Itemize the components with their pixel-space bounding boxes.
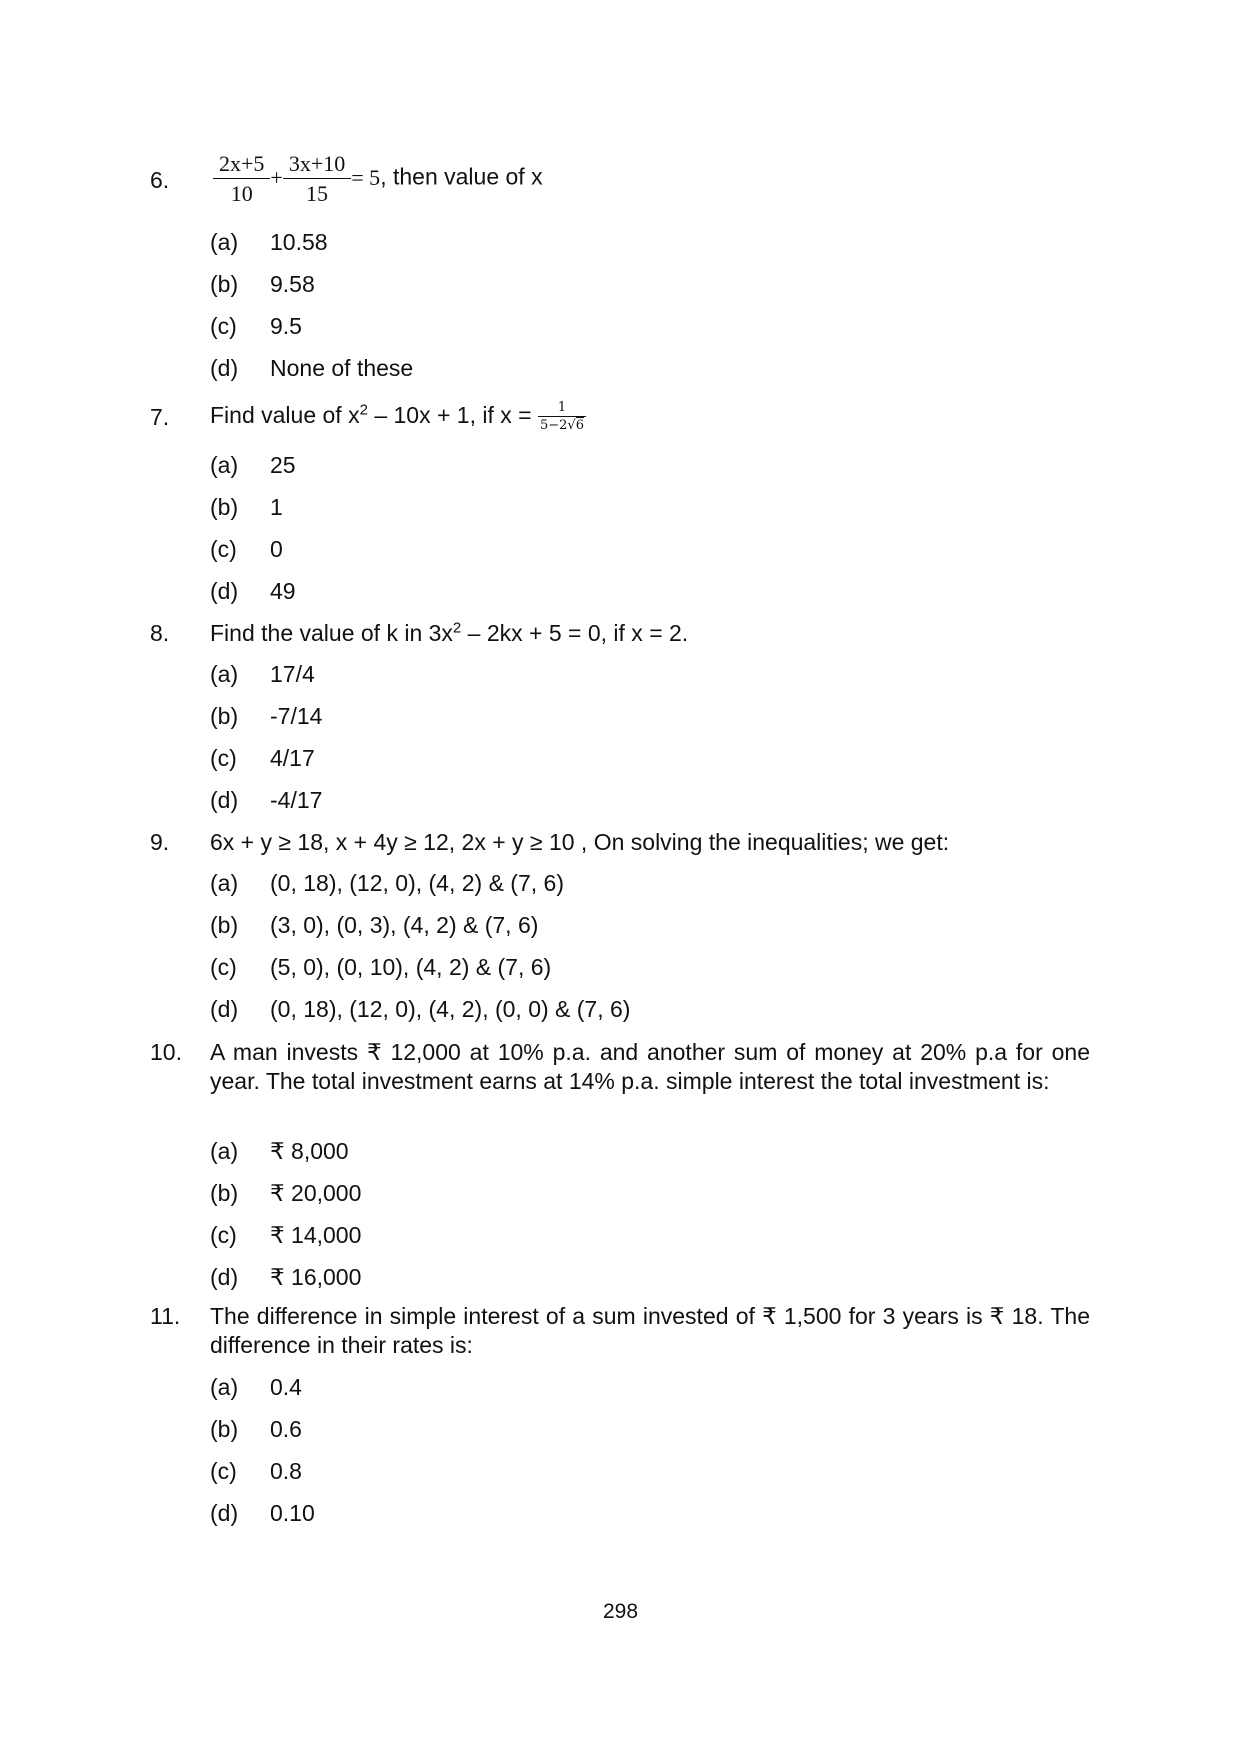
options-8 [210,653,322,821]
question-text: The difference in simple interest of a sum invested of ₹ 1,500 for 3 years is ₹ 18. The difference in their rates is: [210,1303,1090,1358]
question-text: A man invests ₹ 12,000 at 10% p.a. and another sum of money at 20% p.a for one year. The total investment earns at 14% p.a. simple interest the total investment is: [210,1039,1090,1094]
question-number: 6. [150,167,170,193]
option[interactable]: (d) 0.10 [210,1500,315,1526]
question-10 [150,1038,1090,1096]
option[interactable]: (c) ₹ 14,000 [210,1222,362,1248]
option[interactable]: (a) ₹ 8,000 [210,1138,349,1164]
question-9 [150,828,1090,857]
option[interactable]: (b) ₹ 20,000 [210,1180,362,1206]
fraction-1: $\frac{2x+5}{10}$ [213,150,270,209]
option[interactable]: (d) None of these [210,355,414,381]
equation: $\frac{2x+5}{10}$ + $\frac{3x+10}{15}$ = 5 [213,165,380,190]
option[interactable]: (c) 0 [210,536,283,562]
option[interactable]: (b) 1 [210,494,283,520]
question-8 [150,619,1090,648]
option[interactable]: (b) -7/14 [210,703,323,729]
question-number: 9. [150,829,170,855]
page-number: 298 [602,1600,639,1623]
question-text: 6x + y ≥ 18, x + 4y ≥ 12, 2x + y ≥ 10 , On solving the inequalities; we get: [210,829,950,855]
question-text: $\frac{2x+5}{10}$ + $\frac{3x+10}{15}$ = 5, then value of x [213,150,1090,209]
option[interactable]: (d) ₹ 16,000 [210,1264,362,1290]
question-number: 10. [150,1039,182,1065]
options-10 [210,1130,361,1298]
option[interactable]: (a) 25 [210,452,296,478]
option[interactable]: (a) 10.58 [210,229,328,255]
options-9 [210,862,630,1030]
option[interactable]: (d) -4/17 [210,787,323,813]
option[interactable]: (a) (0, 18), (12, 0), (4, 2) & (7, 6) [210,870,564,896]
option[interactable]: (c) 9.5 [210,313,302,339]
option[interactable]: (a) 17/4 [210,661,315,687]
option[interactable]: (c) (5, 0), (0, 10), (4, 2) & (7, 6) [210,954,552,980]
question-number: 11. [150,1303,181,1329]
question-text: Find the value of k in $3x^2 - 2kx + 5 = 0$, if x = 2. [210,619,689,646]
option[interactable]: (a) 0.4 [210,1374,302,1400]
option[interactable]: (b) 9.58 [210,271,315,297]
option[interactable]: (d) (0, 18), (12, 0), (4, 2), (0, 0) & (7, 6) [210,996,631,1022]
question-text: Find value of $x^2 - 10x + 1$, if x = $\frac{1}{5-2√6}$ [210,400,584,433]
question-number: 7. [150,404,170,430]
option[interactable]: (c) 4/17 [210,745,315,771]
options-7 [210,444,296,612]
question-7 [150,400,1090,434]
question-6 [150,150,1090,209]
option[interactable]: (c) 0.8 [210,1458,302,1484]
option[interactable]: (b) (3, 0), (0, 3), (4, 2) & (7, 6) [210,912,539,938]
options-11 [210,1366,315,1534]
question-number: 8. [150,620,170,646]
options-6 [210,221,413,389]
option[interactable]: (d) 49 [210,578,296,604]
fraction-2: $\frac{3x+10}{15}$ [283,150,351,209]
question-11 [150,1302,1090,1360]
fraction: $\frac{1}{5-2√6}$ [539,400,584,433]
option[interactable]: (b) 0.6 [210,1416,302,1442]
